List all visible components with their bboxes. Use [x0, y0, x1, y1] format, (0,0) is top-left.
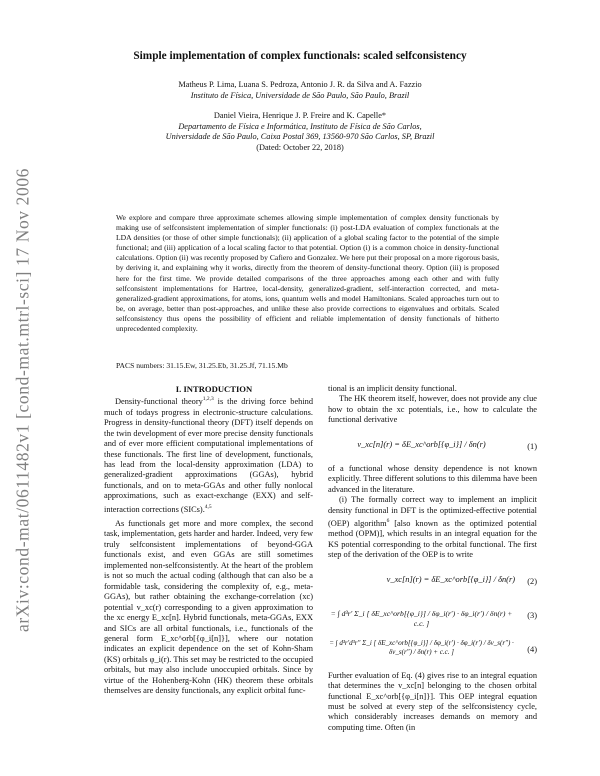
authors-group-2: Daniel Vieira, Henrique J. P. Freire and K. Capelle*	[213, 111, 387, 120]
authors-group-1: Matheus P. Lima, Luana S. Pedroza, Antonio J. R. da Silva and A. Fazzio	[178, 80, 422, 89]
left-column	[104, 384, 313, 697]
right-paragraph-3: (i) The formally correct way to implement an implicit density functional in DFT is the optimized-effective potential (OEP) algorithm$^6$ [also known as the optimized potential method (OPM)], which results in an integral equation for the KS potential corresponding to the orbital functional. The first step of the derivation of the OEP is to write	[328, 495, 537, 560]
equation-2: v_xc[n](r) = δE_xc^orb[{φ_i}] / δn(r) (2)	[386, 574, 537, 586]
right-paragraph-4: Further evaluation of Eq. (4) gives rise to an integral equation that determines the v_xc[n] belonging to the chosen orbital functional E_xc^orb[{φ_i[n]}]. This OEP integral equation must be solved at every step of the selfconsistency cycle, which considerably increases demands on memory and computing time. Often (in	[328, 670, 537, 732]
right-paragraph-1: The HK theorem itself, however, does not provide any clue how to obtain the xc potentials, i.e., how to calculate the functional derivative	[328, 394, 537, 425]
affiliation-2a: Departamento de Física e Informática, Instituto de Física de São Carlos,	[178, 122, 422, 131]
right-paragraph-2: of a functional whose density dependence is not known explicitly. Three different solutions to this dilemma have been advanced in the literature.	[328, 463, 537, 494]
arxiv-stamp	[8, 120, 38, 680]
right-paragraph-0: tional is an implicit density functional.	[328, 384, 457, 393]
equation-1: v_xc[n](r) = δE_xc^orb[{φ_i}] / δn(r) (1)	[357, 439, 537, 451]
equation-4: = ∫ d³r′d³r″ Σ_i [ δE_xc^orb[{φ_i}] / δφ_i(r′) · δφ_i(r′) / δv_s(r″) · δv_s(r″) / δn(r) + c.c. ] (4)	[329, 638, 537, 656]
paper-title: Simple implementation of complex functionals: scaled selfconsistency	[133, 50, 467, 62]
equation-3: = ∫ d³r′ Σ_i [ δE_xc^orb[{φ_i}] / δφ_i(r′) · δφ_i(r′) / δn(r) + c.c. ] (3)	[330, 608, 537, 629]
affiliation-1: Instituto de Física, Universidade de São Paulo, São Paulo, Brazil	[190, 91, 410, 100]
abstract: We explore and compare three approximate schemes allowing simple implementation of complex density functionals by making use of selfconsistent implementation of simpler functionals: (i) post-LDA evaluation of complex functionals at the LDA densities (or those of other simple functionals); (ii) application of a global scaling factor to the potential of the simple functional; and (iii) application of a local scaling factor to that potential. Option (i) is a common choice in density-functional calculations. Option (ii) was recently proposed by Cafiero and Gonzalez. We here put their proposal on a more rigorous basis, by deriving it, and explaining why it works, directly from the theorem of density-functional theory. Option (iii) is proposed here for the first time. We provide detailed comparisons of the three approaches among each other and with fully selfconsistent implementations for Hartree, local-density, generalized-gradient, self-interaction corrected, and meta-generalized-gradient approximations, for atoms, ions, quantum wells and model Hamiltonians. Scaled approaches turn out to be, on average, better than post-approaches, and unlike these also provide corrections to eigenvalues and orbitals. Scaled selfconsistency thus opens the possibility of efficient and reliable implementation of density functionals of hitherto unprecedented complexity.	[116, 213, 499, 334]
arxiv-id: arXiv:cond-mat/0611482v1 [cond-mat.mtrl-sci] 17 Nov 2006	[12, 167, 33, 633]
pacs-numbers: PACS numbers: 31.15.Ew, 31.25.Eb, 31.25.Jf, 71.15.Mb	[116, 361, 288, 370]
section-heading: I. INTRODUCTION	[175, 384, 253, 394]
right-column	[328, 384, 537, 733]
affiliation-2b: Universidade de São Paulo, Caixa Postal 369, 13560-970 São Carlos, SP, Brazil	[165, 132, 435, 141]
intro-paragraph-2: As functionals get more and more complex, the second task, implementation, gets harder and harder. Indeed, very few truly selfconsistent implementations of beyond-GGA functionals exist, and even GGAs are still sometimes implemented non-selfconsistently. At the heart of the problem is not so much the actual coding (although that can also be a formidable task, considering the complexity of, e.g., meta-GGAs), but rather obtaining the exchange-correlation (xc) potential v_xc(r) corresponding to a given approximation to the xc energy E_xc[n]. Hybrid functionals, meta-GGAs, EXX and SICs are all orbital functionals, i.e., functionals of the general form E_xc^orb[{φ_i[n]}], where our notation indicates an explicit dependence on the set of Kohn-Sham (KS) orbitals φ_i(r). This set may be restricted to the occupied orbitals, but may also include unoccupied orbitals. Since by virtue of the Hohenberg-Kohn (HK) theorem these orbitals themselves are density functionals, any explicit orbital func-	[104, 519, 313, 696]
dated-line: (Dated: October 22, 2018)	[256, 143, 344, 152]
intro-paragraph-1: Density-functional theory$^{1,2,3}$ is the driving force behind much of todays progress in electronic-structure calculations. Progress in density-functional theory (DFT) itself depends on the twin development of ever more precise density functionals and of ever more efficient computational implementations of these functionals. The first line of development, functionals, has lead from the local-density approximation (LDA) to generalized-gradient approximations (GGAs), hybrid functionals, and on to meta-GGAs and other fully nonlocal approximations, such as exact-exchange (EXX) and self-interaction corrections (SICs).$^{4,5}$	[104, 396, 313, 514]
